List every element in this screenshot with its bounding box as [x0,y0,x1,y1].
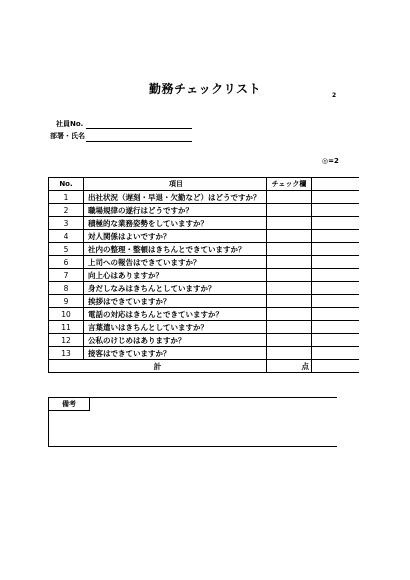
checklist-table [48,177,359,373]
row-item: 身だしなみはきちんとしていますか？ [84,282,267,295]
row-item: 上司への報告はできていますか？ [84,256,267,269]
row-check-cell[interactable] [267,191,312,204]
row-number: 13 [49,347,84,360]
row-extra-cell [312,204,360,217]
table-row [49,243,360,256]
row-check-cell[interactable] [267,269,312,282]
header-item: 項目 [84,178,267,191]
employee-no-label: 社員No. [56,120,84,128]
row-extra-cell [312,334,360,347]
row-number: 11 [49,321,84,334]
row-extra-cell [312,269,360,282]
header-no: No. [49,178,84,191]
row-extra-cell [312,243,360,256]
row-extra-cell [312,256,360,269]
row-number: 2 [49,204,84,217]
row-item: 社内の整理・整頓はきちんとできていますか？ [84,243,267,256]
row-number: 9 [49,295,84,308]
row-check-cell[interactable] [267,243,312,256]
row-check-cell[interactable] [267,256,312,269]
row-extra-cell [312,217,360,230]
row-check-cell[interactable] [267,282,312,295]
dept-name-label: 部署・氏名 [50,132,85,140]
table-row [49,230,360,243]
row-item: 出社状況（遅刻・早退・欠勤など）はどうですか？ [84,191,267,204]
row-number: 8 [49,282,84,295]
remarks-label: 備考 [49,398,90,411]
row-check-cell[interactable] [267,347,312,360]
year-fragment: 2 [332,92,337,99]
row-number: 7 [49,269,84,282]
dept-name-line[interactable] [86,141,192,142]
remarks-box[interactable] [48,397,337,447]
employee-no-line[interactable] [86,128,192,129]
row-item: 言葉遣いはきちんとしていますか？ [84,321,267,334]
row-check-cell[interactable] [267,334,312,347]
row-number: 1 [49,191,84,204]
page-title: 勤務チェックリスト [149,82,261,96]
row-extra-cell [312,282,360,295]
row-check-cell[interactable] [267,204,312,217]
row-number: 10 [49,308,84,321]
row-check-cell[interactable] [267,308,312,321]
table-row [49,347,360,360]
table-row [49,191,360,204]
row-extra-cell [312,321,360,334]
table-row [49,295,360,308]
row-extra-cell [312,191,360,204]
row-item: 向上心はありますか？ [84,269,267,282]
header-check: チェック欄 [267,178,312,191]
table-row [49,321,360,334]
row-item: 接客はできていますか？ [84,347,267,360]
row-number: 6 [49,256,84,269]
table-row [49,217,360,230]
table-row [49,334,360,347]
row-check-cell[interactable] [267,321,312,334]
row-check-cell[interactable] [267,217,312,230]
row-item: 職場規律の遂行はどうですか？ [84,204,267,217]
table-row [49,256,360,269]
row-item: 積極的な業務姿勢をしていますか？ [84,217,267,230]
table-row [49,204,360,217]
row-item: 対人関係はよいですか？ [84,230,267,243]
table-header-row [49,178,360,191]
row-number: 3 [49,217,84,230]
row-check-cell[interactable] [267,230,312,243]
row-extra-cell [312,308,360,321]
header-extra [312,178,360,191]
row-extra-cell [312,230,360,243]
table-row [49,282,360,295]
row-number: 4 [49,230,84,243]
checklist-rows [49,191,360,360]
row-item: 電話の対応はきちんとできていますか？ [84,308,267,321]
points-label: 点 [267,360,312,373]
table-row [49,308,360,321]
row-check-cell[interactable] [267,295,312,308]
row-extra-cell [312,347,360,360]
total-label: 計 [49,360,267,373]
table-row [49,269,360,282]
row-item: 公私のけじめはありますか？ [84,334,267,347]
row-extra-cell [312,295,360,308]
row-number: 5 [49,243,84,256]
row-item: 挨拶はできていますか？ [84,295,267,308]
total-extra-cell [312,360,360,373]
total-row [49,360,360,373]
rating-legend: ◎=2 [322,157,339,165]
row-number: 12 [49,334,84,347]
